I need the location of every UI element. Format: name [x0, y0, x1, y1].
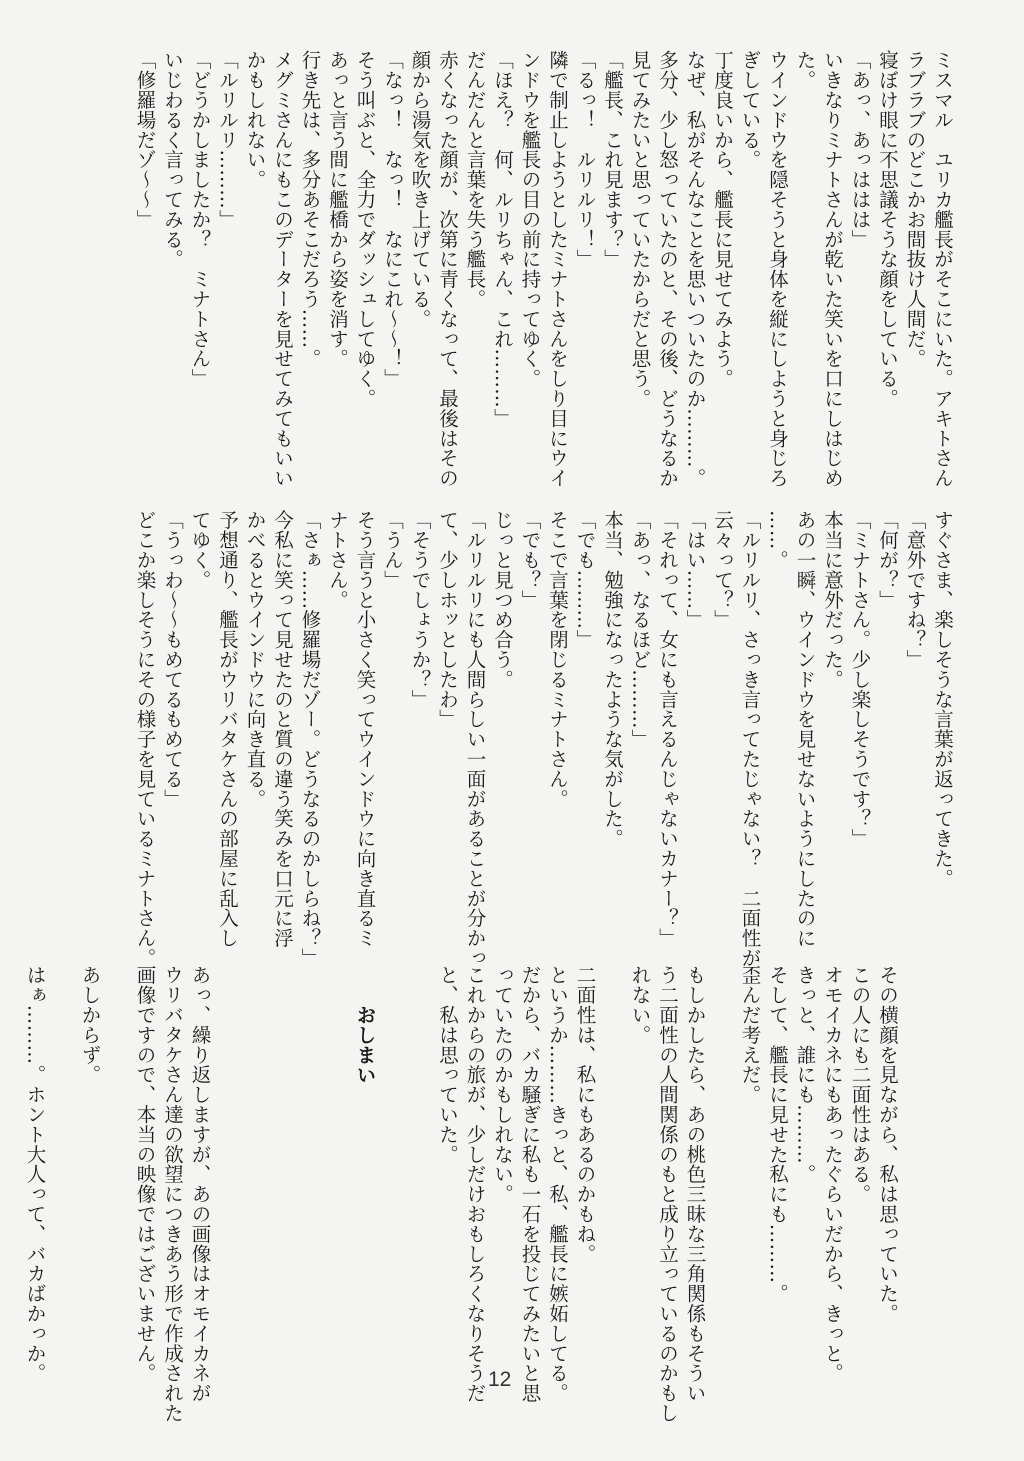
- text-line: ンドウを艦長の目の前に持ってゆく。: [518, 50, 542, 389]
- text-line: メグミさんにもこのデーターを見せてみてもいい: [271, 50, 294, 488]
- text-line: 「さぁ……修羅場だゾー。どうなるのかしらね？」: [298, 510, 322, 968]
- text-line: なぜ、私がそんなことを思いついたのか………。: [683, 50, 707, 488]
- text-line: 見てみたいと思っていたからだと思う。: [628, 50, 652, 409]
- text-line: 「あっ、あっははは」: [848, 50, 872, 249]
- text-line: そこで言葉を閉じるミナトさん。: [546, 510, 569, 809]
- end-mark: おしまい: [353, 1005, 377, 1085]
- text-line: これからの旅が、少しだけおもしろくなりそうだ: [463, 965, 487, 1403]
- blank-line: [104, 965, 132, 1285]
- text-line: もしかしたら、あの桃色三昧な三角関係もそうい: [683, 965, 707, 1403]
- afterword: [21, 965, 214, 1423]
- text-line: と、私は思っていた。: [436, 965, 459, 1164]
- text-line: いきなりミナトさんが乾いた笑いを口にしはじめ: [821, 50, 844, 488]
- text-line: 「ルリルリ………」: [216, 50, 239, 230]
- text-line: 本当に意外だった。: [821, 510, 844, 690]
- text-line: 本当、勉強になったような気がした。: [601, 510, 624, 849]
- text-line: ……。: [766, 510, 789, 570]
- text-line: 「ミナトさん。少し楽しそうです？」: [848, 510, 872, 849]
- text-line: ラブラブのどこかお間抜け人間だ。: [903, 50, 927, 369]
- text-line: 画像ですので、本当の映像ではございません。: [133, 965, 157, 1383]
- text-line: て、少しホッとしたわ」: [436, 510, 459, 729]
- text-line: ナトさん。: [326, 510, 349, 610]
- text-line: じっと見つめ合う。: [491, 510, 514, 690]
- text-line: 云々って？」: [711, 510, 734, 630]
- text-line: 「でも？」: [518, 510, 542, 610]
- text-line: ぎしている。: [738, 50, 762, 170]
- text-line: はぁ………。ホント大人って、バカばかっか。: [23, 965, 47, 1383]
- text-line: てゆく。: [188, 510, 212, 590]
- text-line: かべるとウインドウに向き直る。: [243, 510, 267, 809]
- text-line: う二面性の人間関係のもと成り立っているのかもし: [656, 965, 679, 1423]
- text-line: というか………きっと、私、艦長に嫉妬してる。: [546, 965, 569, 1403]
- text-line: そして、艦長に見せた私にも………。: [766, 965, 789, 1304]
- text-line: この人にも二面性はある。: [848, 965, 872, 1204]
- text-line: 「なっ！ なっ！ なにこれ〜〜！」: [381, 50, 404, 389]
- text-line: あしからず。: [78, 965, 102, 1085]
- text-line: あの一瞬、ウインドウを見せないようにしたのに: [793, 510, 817, 948]
- text-line: 「何が？」: [876, 510, 899, 610]
- text-line: 赤くなった顔が、次第に青くなって、最後はその: [436, 50, 459, 488]
- blank-line: [709, 965, 737, 1285]
- text-line: オモイカネにもあったぐらいだから、きっと。: [821, 965, 844, 1383]
- text-line: 「そうでしょうか？」: [408, 510, 432, 709]
- text-line: 「意外ですね？」: [903, 510, 927, 670]
- text-line: いじわるく言ってみる。: [161, 50, 184, 269]
- text-line: 行き先は、多分あそこだろう……。: [298, 50, 322, 369]
- text-line: 隣で制止しようとしたミナトさんをしり目にウイ: [546, 50, 569, 488]
- text-line: かもしれない。: [243, 50, 267, 190]
- text-line: 「あっ、なるほど………」: [628, 510, 652, 749]
- text-line: だんだんと言葉を失う艦長。: [463, 50, 487, 309]
- text-line: 「うっわ〜〜もめてるもめてる」: [161, 510, 184, 809]
- text-line: 二面性は、私にもあるのかもね。: [573, 965, 597, 1264]
- text-line: 「それって、女にも言えるんじゃないカナー？」: [656, 510, 679, 948]
- text-line: 「うん」: [381, 510, 404, 590]
- blank-line: [599, 965, 627, 1285]
- text-line: その横顔を見ながら、私は思っていた。: [876, 965, 899, 1324]
- page-number: 12: [488, 1368, 512, 1391]
- text-line: きっと、誰にも………。: [793, 965, 817, 1184]
- text-line: すぐさま、楽しそうな言葉が返ってきた。: [931, 510, 954, 889]
- spacer: [269, 965, 297, 1285]
- text-line: 「ほえ？ 何、ルリちゃん、これ………」: [491, 50, 514, 429]
- text-line: ウリバタケさん達の欲望につきあう形で作成された: [161, 965, 184, 1423]
- text-line: た。: [793, 50, 817, 90]
- text-line: っていたのかもしれない。: [491, 965, 514, 1204]
- text-line: 「修羅場だゾ〜〜」: [133, 50, 157, 230]
- text-line: そう叫ぶと、全力でダッシュしてゆく。: [353, 50, 377, 409]
- text-line: 「るっ！ ルリルリ！」: [573, 50, 597, 269]
- text-column-middle: [76, 510, 956, 968]
- text-line: どこか楽しそうにその様子を見ているミナトさん。: [133, 510, 157, 968]
- text-line: ミスマル ユリカ艦長がそこにいた。アキトさん: [931, 50, 954, 488]
- text-line: 「はい……」: [683, 510, 707, 630]
- text-column-top: [76, 50, 956, 490]
- text-line: れない。: [628, 965, 652, 1045]
- text-line: 「ルリルリ、さっき言ってたじゃない？ 二面性が: [738, 510, 762, 968]
- text-line: 寝ぼけ眼に不思議そうな顔をしている。: [876, 50, 899, 409]
- text-line: 顔から湯気を吹き上げている。: [408, 50, 432, 329]
- text-line: 今私に笑って見せたのと質の違う笑みを口元に浮: [271, 510, 294, 948]
- text-line: あっと言う間に艦橋から姿を消す。: [326, 50, 349, 369]
- text-line: 「どうかしましたか？ ミナトさん」: [188, 50, 212, 389]
- text-line: 多分、少し怒っていたのと、その後、どうなるか: [656, 50, 679, 488]
- text-line: そう言うと小さく笑ってウインドウに向き直るミ: [353, 510, 377, 948]
- text-line: 「艦長、これ見ます？」: [601, 50, 624, 269]
- text-line: 歪んだ考えだ。: [738, 965, 762, 1105]
- text-line: あっ、繰り返しますが、あの画像はオモイカネが: [188, 965, 212, 1403]
- text-line: ウインドウを隠そうと身体を縦にしようと身じろ: [766, 50, 789, 488]
- text-line: だから、バカ騒ぎに私も一石を投じてみたいと思: [518, 965, 542, 1403]
- text-line: 予想通り、艦長がウリバタケさんの部屋に乱入し: [216, 510, 239, 948]
- text-line: 「ルリルリにも人間らしい一面があることが分かっ: [463, 510, 487, 968]
- text-line: 「でも………」: [573, 510, 597, 650]
- text-line: 丁度良いから、艦長に見せてみよう。: [711, 50, 734, 389]
- blank-line: [49, 965, 77, 1285]
